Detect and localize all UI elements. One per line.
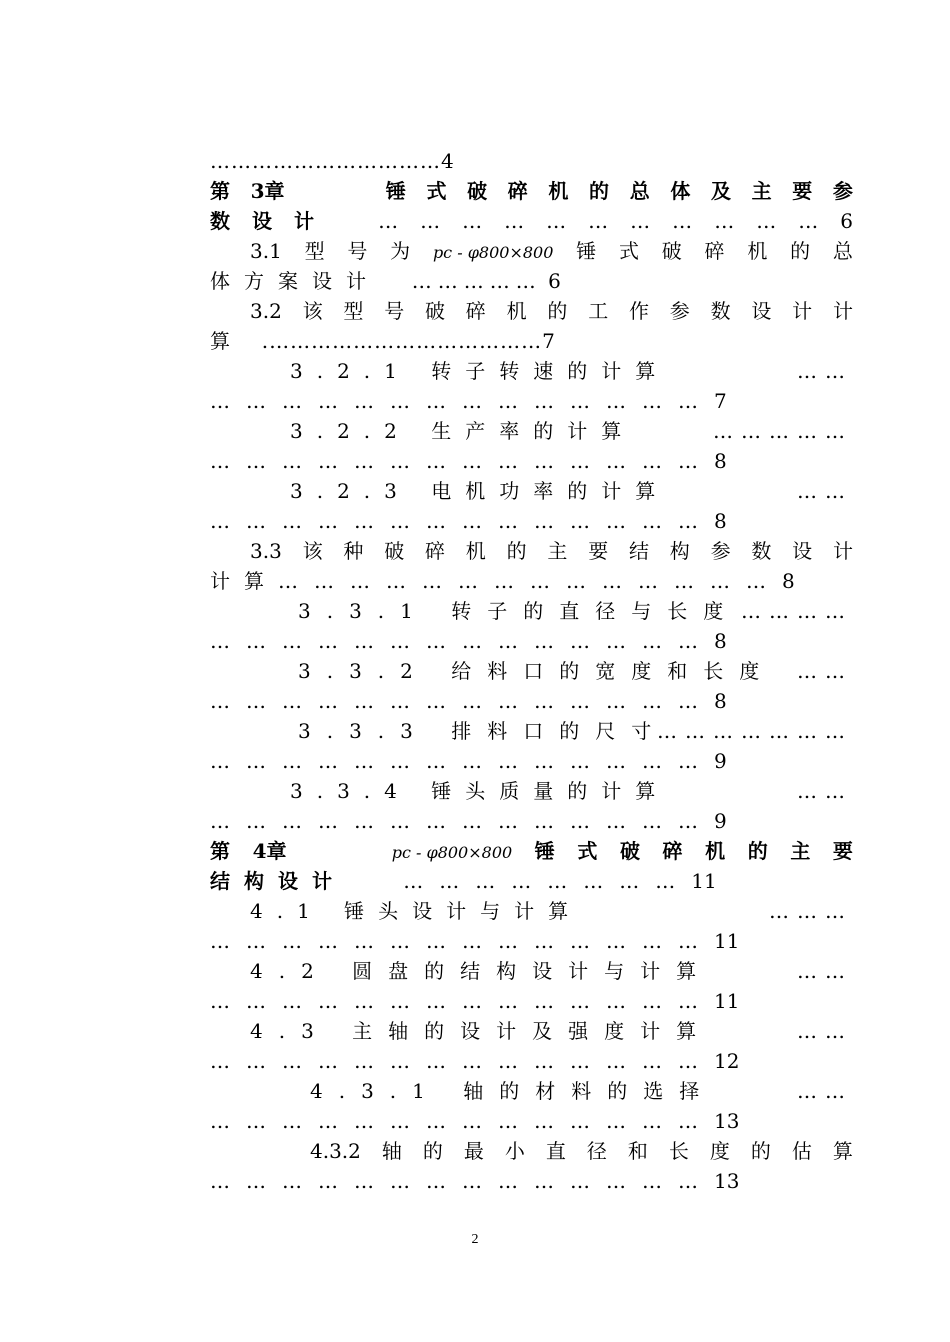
toc-section-4-3-line-1[interactable]: 4.3 主轴的设计及强度计算 ……	[250, 1016, 853, 1046]
toc-entry-continuation[interactable]	[210, 146, 853, 176]
toc-subsection-3-3-4-line-1[interactable]: 3.3.4 锤头质量的计算 ……	[290, 776, 853, 806]
toc-subsection-3-2-3-line-1[interactable]: 3.2.3 电机功率的计算 ……	[290, 476, 853, 506]
toc-chapter-4-line-2[interactable]: 结构设计 ……………………11	[210, 869, 717, 893]
toc-page-number: 8	[782, 569, 795, 593]
toc-leader-dots: ……	[797, 779, 853, 803]
toc-text-fragment: 碎	[507, 179, 528, 203]
toc-subsection-3-3-4-line-2[interactable]	[210, 806, 853, 836]
toc-section-3-3-line-2[interactable]: 计算……………………………………8	[210, 569, 795, 593]
toc-leader-dots: ……………………………………	[210, 929, 714, 953]
toc-chapter-4-line-1[interactable]: 第 4章 pc - φ800×800 锤 式 破 碎 机 的 主 要	[210, 836, 853, 866]
toc-leader-dots: ……………………………………	[210, 509, 714, 533]
toc-section-4-1-line-2[interactable]	[210, 926, 853, 956]
toc-section-3-2-line-2[interactable]: 算 .…………………………………7	[210, 329, 555, 353]
toc-page-number: 13	[714, 1169, 740, 1193]
toc-leader-dots: ……………………………………	[210, 749, 714, 773]
toc-section-4-2-line-1[interactable]: 4.2 圆盘的结构设计与计算 ……	[250, 956, 853, 986]
toc-page-number: 8	[714, 509, 727, 533]
toc-subsection-4-3-2-line-2[interactable]	[210, 1166, 853, 1196]
toc-section-3-1-line-2[interactable]: 体方案设计 …………… 6	[210, 269, 561, 293]
toc-text-fragment: 总	[629, 179, 650, 203]
toc-page-number: 8	[714, 689, 727, 713]
toc-subsection-3-3-3-line-2[interactable]	[210, 746, 853, 776]
toc-leader-dots: ……	[797, 1019, 853, 1043]
toc-leader-dots: ……	[797, 959, 853, 983]
toc-text-fragment: 计	[294, 209, 315, 233]
toc-chapter-3-line-1[interactable]	[210, 176, 853, 206]
toc-subsection-4-3-1-line-2[interactable]	[210, 1106, 853, 1136]
toc-text-fragment: 破	[467, 179, 488, 203]
toc-subsection-3-2-1-line-2[interactable]	[210, 386, 853, 416]
toc-section-4-3-line-2[interactable]	[210, 1046, 853, 1076]
toc-leader-dots: ……………	[411, 269, 542, 293]
toc-page-number: 4	[441, 149, 454, 173]
toc-page-number: 11	[691, 869, 717, 893]
toc-page-number: 13	[714, 1109, 740, 1133]
toc-page-number: 8	[714, 629, 727, 653]
toc-text-fragment: 的	[589, 179, 610, 203]
toc-leader-dots: ……………………………………	[278, 569, 782, 593]
toc-leader-dots: …………………	[657, 719, 853, 743]
toc-section-3-1-line-1[interactable]: 3.1 型 号 为 pc - φ800×800 锤 式 破 碎 机 的 总	[250, 236, 853, 266]
toc-leader-dots: ……	[797, 479, 853, 503]
toc-subsection-3-2-2-line-1[interactable]: 3.2.2 生产率的计算 ……………	[290, 416, 853, 446]
toc-leader-dots: ……	[797, 1079, 853, 1103]
toc-leader-dots: ……………………………………	[210, 1169, 714, 1193]
toc-leader-dots: ………	[769, 899, 853, 923]
toc-page-number: 8	[714, 449, 727, 473]
toc-subsection-3-3-1-line-1[interactable]: 3.3.1 转子的直径与长度 …………	[298, 596, 853, 626]
toc-leader-dots: ……………………………………	[210, 449, 714, 473]
toc-subsection-4-3-1-line-1[interactable]: 4.3.1 轴的材料的选择 ……	[310, 1076, 853, 1106]
toc-page-number: 7	[714, 389, 727, 413]
toc-section-3-2-line-1[interactable]: 3.2 该 型 号 破 碎 机 的 工 作 参 数 设 计 计	[250, 299, 853, 323]
toc-leader-dots: ……………………………………	[210, 809, 714, 833]
toc-text-fragment: 主	[751, 179, 772, 203]
toc-leader-dots: ……………………………………	[210, 1109, 714, 1133]
toc-text-fragment: 体	[670, 179, 691, 203]
toc-text-fragment: 机	[548, 179, 569, 203]
toc-page-number: 7	[542, 329, 555, 353]
toc-leader-dots: ……	[797, 359, 853, 383]
toc-text-fragment: 及	[710, 179, 731, 203]
toc-page-number: 12	[714, 1049, 740, 1073]
toc-leader-dots: ……………………………………	[210, 989, 714, 1013]
toc-section-4-2-line-2[interactable]	[210, 986, 853, 1016]
toc-leader-dots: ……………………………………	[210, 1049, 714, 1073]
toc-page-number: 9	[714, 749, 727, 773]
toc-leader-dots: ……………………………………	[210, 689, 714, 713]
toc-text-fragment: 要	[792, 179, 813, 203]
toc-section-3-3-line-1[interactable]: 3.3 该 种 破 碎 机 的 主 要 结 构 参 数 设 计	[250, 539, 853, 563]
toc-subsection-3-3-3-line-1[interactable]: 3.3.3 排料口的尺寸 …………………	[298, 716, 853, 746]
toc-page-number: 11	[714, 929, 740, 953]
toc-subsection-3-3-2-line-1[interactable]: 3.3.2 给料口的宽度和长度 ……	[298, 656, 853, 686]
toc-text-fragment: 设	[252, 209, 273, 233]
toc-subsection-4-3-2-line-1[interactable]: 4.3.2 轴 的 最 小 直 径 和 长 度 的 估 算	[310, 1139, 853, 1163]
toc-page-number: 6	[548, 269, 561, 293]
toc-leader-dots: .…………………………………	[261, 329, 543, 353]
toc-text-fragment: 数	[210, 209, 230, 233]
toc-subsection-3-3-2-line-2[interactable]	[210, 686, 853, 716]
toc-leader-dots: …	[378, 209, 399, 233]
page-number: 2	[471, 1232, 479, 1247]
toc-page-number: 11	[714, 989, 740, 1013]
toc-leader-dots: …………	[741, 599, 853, 623]
toc-text-fragment: 参	[832, 179, 853, 203]
model-formula: pc - φ800×800	[391, 843, 513, 862]
toc-leader-dots: ……………………	[403, 869, 692, 893]
toc-leader-dots: ……………	[713, 419, 853, 443]
toc-text-fragment: 锤	[385, 179, 406, 203]
toc-page-number: 6	[840, 209, 853, 233]
toc-leader-dots: ……………………………………	[210, 389, 714, 413]
toc-subsection-3-2-3-line-2[interactable]	[210, 506, 853, 536]
toc-page-number: 9	[714, 809, 727, 833]
model-formula: pc - φ800×800	[432, 243, 554, 262]
toc-section-4-1-line-1[interactable]: 4.1 锤头设计与计算 ………	[250, 896, 853, 926]
toc-text-fragment: 第	[210, 179, 230, 203]
toc-subsection-3-2-1-line-1[interactable]: 3.2.1 转子转速的计算 ……	[290, 356, 853, 386]
toc-leader-dots: ……………………………	[210, 149, 441, 173]
toc-subsection-3-3-1-line-2[interactable]	[210, 626, 853, 656]
toc-chapter-3-line-2[interactable]: 数 设 计 … … … … … … … … … … … 6	[210, 206, 853, 236]
toc-leader-dots: ……………………………………	[210, 629, 714, 653]
toc-text-fragment: 3章	[250, 179, 285, 203]
toc-text-fragment: 式	[426, 179, 447, 203]
toc-leader-dots: ……	[797, 659, 853, 683]
toc-subsection-3-2-2-line-2[interactable]	[210, 446, 853, 476]
